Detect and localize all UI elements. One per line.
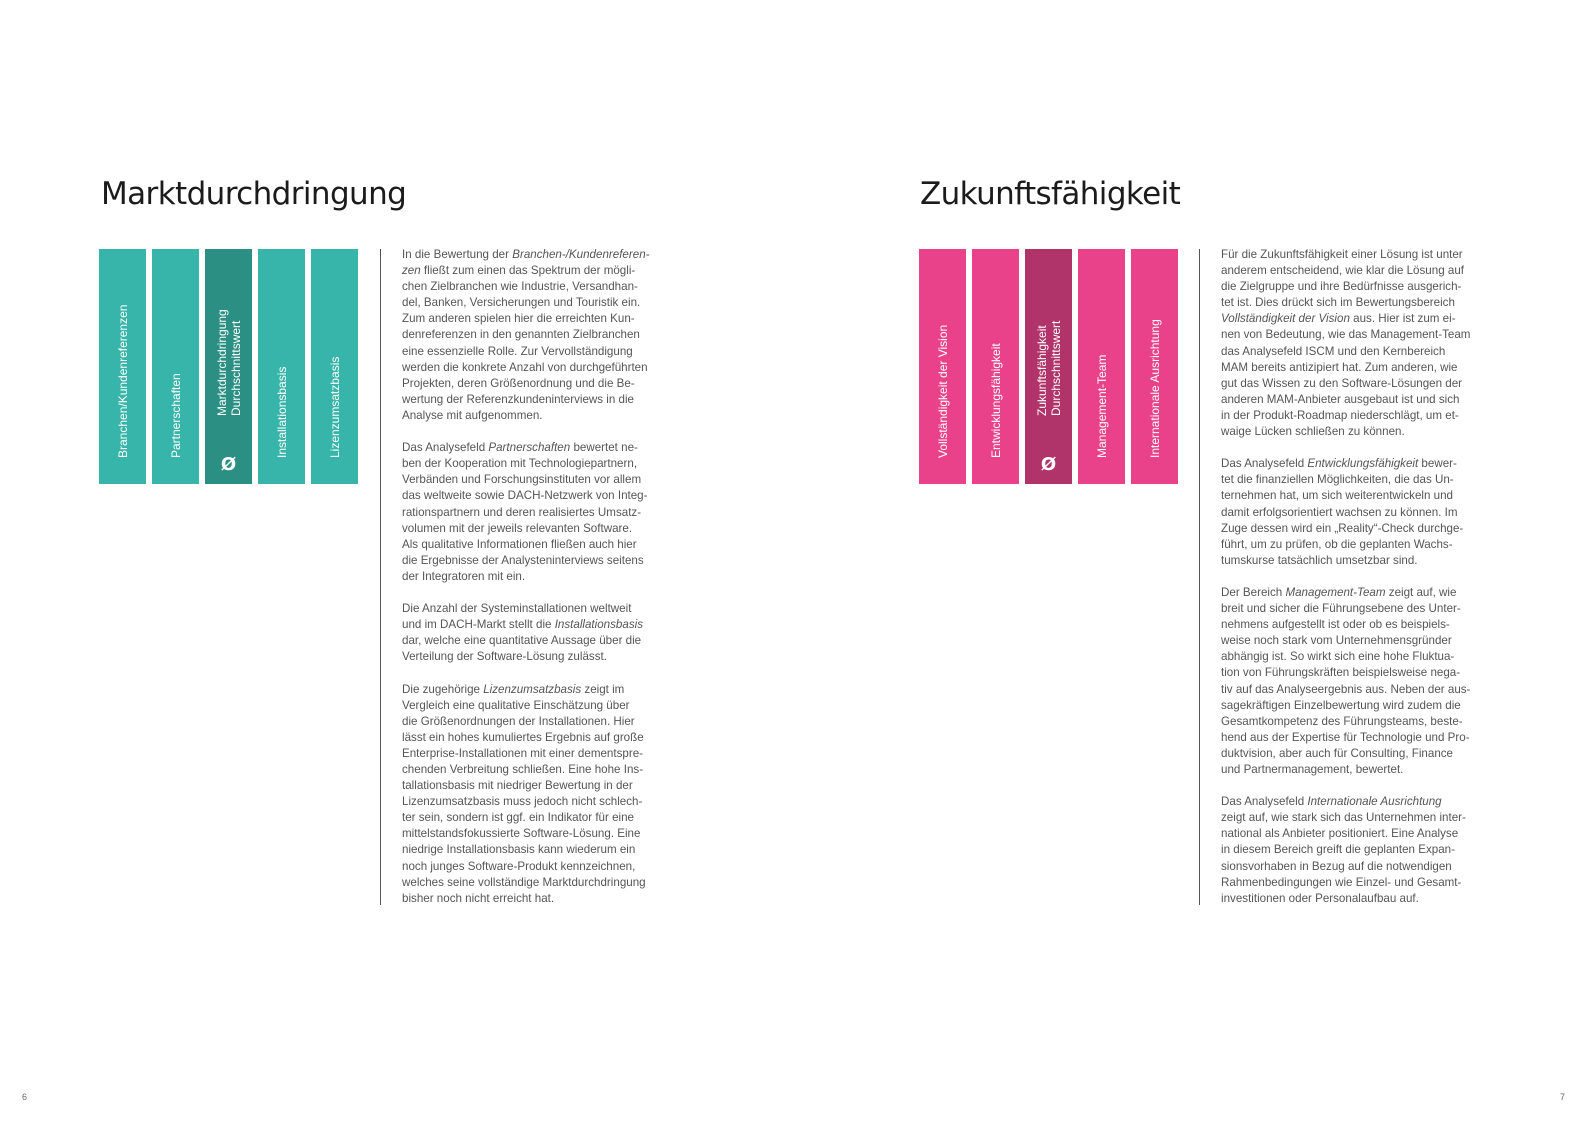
paragraph: Das Analysefeld Entwicklungsfähigkeit bewer- tet die finanziellen Möglichkeiten, die das Un- ternehmen hat, um sich weiterentwickeln und damit erfolgsorientiert wachsen zu können. Im Zuge dessen wird ein „Reality“-Check durchge- führt, um zu prüfen, ob die geplanten Wachs- tumskurse tatsächlich umsetzbar sind. <box>1221 457 1464 567</box>
page-title-right: Zukunftsfähigkeit <box>920 176 1181 212</box>
paragraph: Die zugehörige Lizenzumsatzbasis zeigt im Vergleich eine qualitative Einschätzung über die Größenordnungen der Installationen. Hier lässt ein hohes kumuliertes Ergebnis auf große Enterprise-Installationen mit einer dementspre- chenden Verbreitung schließen. Eine hohe Ins- tallationsbasis mit niedriger Bewertung in der Lizenzumsatzbasis muss jedoch nicht schlech- ter sein, sondern ist ggf. ein Indikator für eine mittelstandsfokussierte Software-Lösung. Eine niedrige Installationsbasis kann wiederum ein noch junges Software-Produkt kennzeichnen, welches seine vollständige Marktdurchdringung bisher noch nicht erreicht hat. <box>402 682 646 905</box>
page-number-right: 7 <box>1560 1092 1566 1102</box>
paragraph: Das Analysefeld Internationale Ausrichtung zeigt auf, wie stark sich das Unternehmen inter- national als Anbieter positioniert. Eine Analyse in diesem Bereich greift die geplanten Expan- sionsvorhaben in Bezug auf die notwendigen Rahmenbedingungen wie Einzel- und Gesamt- investitionen oder Personalaufbau auf. <box>1221 795 1466 905</box>
paragraph: Das Analysefeld Partnerschaften bewertet ne- ben der Kooperation mit Technologiepartnern, Verbänden und Forschungsinstituten vor allem das weltweite sowie DACH-Netzwerk von Integ- rationspartnern und deren realisiertes Umsatz- volumen mit der jeweils relevanten Software. Als qualitative Informationen fließen auch hier die Ergebnisse der Analysteninterviews seitens der Integratoren mit ein. <box>402 441 648 583</box>
category-bar-branchen <box>99 249 146 484</box>
bar-label: Internationale Ausrichtung <box>1147 319 1162 458</box>
bar-label: Entwicklungsfähigkeit <box>988 343 1003 458</box>
category-bar-entwicklungsfaehigkeit <box>972 249 1019 484</box>
paragraph: Für die Zukunftsfähigkeit einer Lösung ist unter anderem entscheidend, wie klar die Lösung auf die Zielgruppe und ihre Bedürfnisse ausgerich- tet ist. Dies drückt sich im Bewertungsbereich Vollständigkeit der Vision aus. Hier ist zum ei- nen von Bedeutung, wie das Management-Team das Analysefeld ISCM und den Kernbereich MAM bereits antizipiert hat. Zum anderen, wie gut das Wissen zu den Software-Lösungen der anderen MAM-Anbieter ausgebaut ist und sich in der Produkt-Roadmap niederschlägt, um et- waige Lücken schließen zu können. <box>1221 248 1471 439</box>
page-number-left: 6 <box>22 1092 28 1102</box>
paragraph: In die Bewertung der Branchen-/Kundenreferen- zen fließt zum einen das Spektrum der mögli- chen Zielbranchen wie Industrie, Versandhan- del, Banken, Versicherungen und Touristik ein. Zum anderen spielen hier die erreichten Kun- denreferenzen in den genannten Zielbranchen eine essenzielle Rolle. Zur Vervollständigung werden die konkrete Anzahl von durchgeführten Projekten, deren Größenordnung und die Be- wertung der Referenzkundeninterviews in die Analyse mit aufgenommen. <box>402 248 650 422</box>
category-bar-vision <box>919 249 966 484</box>
paragraph: Die Anzahl der Systeminstallationen weltweit und im DACH-Markt stellt die Installationsbasis dar, welche eine quantitative Aussage über die Verteilung der Software-Lösung zulässt. <box>402 602 643 664</box>
bar-label: Lizenzumsatzbasis <box>327 356 342 458</box>
category-bar-partnerschaften <box>152 249 199 484</box>
bar-label-line1: Marktdurchdringung <box>214 309 229 416</box>
bar-label: Management-Team <box>1094 354 1109 458</box>
bar-label: Vollständigkeit der Vision <box>935 324 950 458</box>
bar-label: Installationsbasis <box>274 366 289 458</box>
bar-label <box>215 309 243 416</box>
category-bar-installationsbasis <box>258 249 305 484</box>
average-symbol: Ø <box>1040 454 1057 475</box>
body-text-left <box>402 247 666 923</box>
category-bar-internationale-ausrichtung <box>1131 249 1178 484</box>
category-bar-management-team <box>1078 249 1125 484</box>
body-text-right <box>1221 247 1485 923</box>
bar-label: Partnerschaften <box>168 373 183 458</box>
column-divider-left <box>380 249 381 905</box>
column-divider-right <box>1199 249 1200 905</box>
page-title-left: Marktdurchdringung <box>101 176 407 212</box>
category-bar-average <box>205 249 252 484</box>
bar-label-line2: Durchschnittswert <box>228 320 243 416</box>
bar-label: Branchen/Kundenreferenzen <box>115 304 130 458</box>
paragraph: Der Bereich Management-Team zeigt auf, wie breit und sicher die Führungsebene des Unter- nehmens aufgestellt ist oder ob es beispiels- weise noch stark vom Unternehmensgründer abhängig ist. So wirkt sich eine hohe Fluktua- tion von Führungskräften beispielsweise nega- tiv auf das Analyseergebnis aus. Neben der aus- sagekräftigen Einzelbewertung wird zudem die Gesamtkompetenz des Führungsteams, beste- hend aus der Expertise für Technologie und Pro- duktvision, aber auch für Consulting, Finance und Partnermanagement, bewertet. <box>1221 585 1471 776</box>
bar-label-line1: Zukunftsfähigkeit <box>1034 325 1049 416</box>
average-symbol: Ø <box>220 454 237 475</box>
category-bar-average <box>1025 249 1072 484</box>
bar-label-line2: Durchschnittswert <box>1048 320 1063 416</box>
bar-label <box>1035 321 1063 416</box>
category-bar-lizenzumsatzbasis <box>311 249 358 484</box>
